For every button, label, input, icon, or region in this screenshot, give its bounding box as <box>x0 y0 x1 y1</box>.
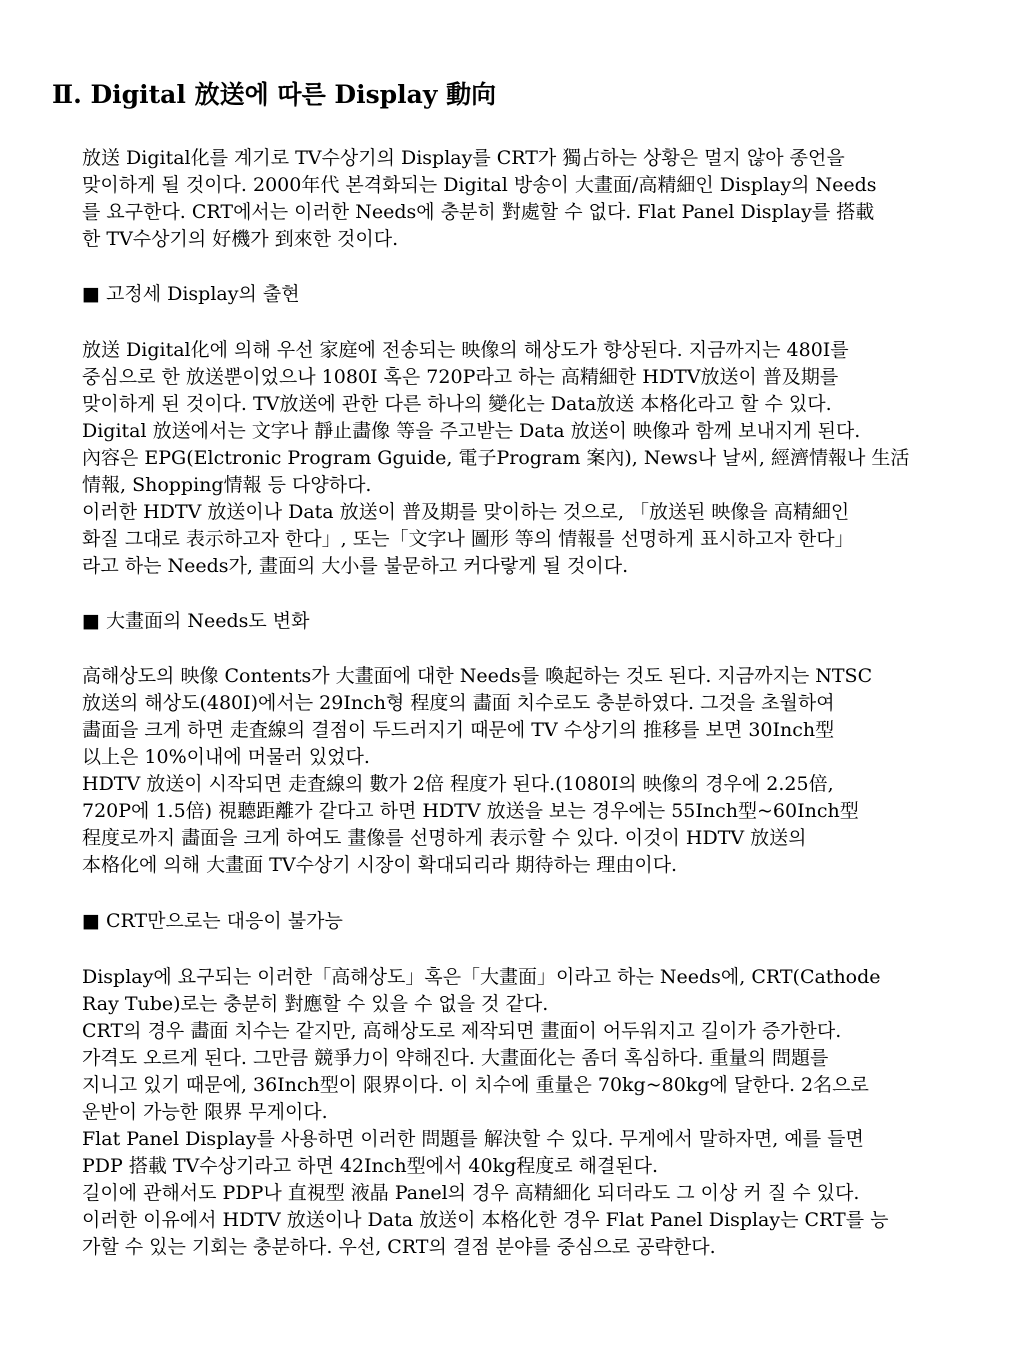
paragraph-line: 가격도 오르게 된다. 그만큼 競爭力이 약해진다. 大畫面化는 좀더 혹심하다. 重量의 問題를 <box>82 1047 829 1069</box>
paragraph-line: Flat Panel Display를 사용하면 이러한 問題를 解決할 수 있다. 무게에서 말하자면, 예를 들면 <box>82 1128 864 1150</box>
paragraph-line: 중심으로 한 放送뿐이었으나 1080I 혹은 720P라고 하는 高精細한 HDTV放送이 普及期를 <box>82 366 839 388</box>
paragraph-line: Display에 요구되는 이러한「高해상도」혹은「大畫面」이라고 하는 Needs에, CRT(Cathode <box>82 966 881 988</box>
section-title: Ⅱ. Digital 放送에 따른 Display 動向 <box>52 80 497 109</box>
paragraph-line: 화질 그대로 表示하고자 한다」, 또는「文字나 圖形 等의 情報를 선명하게 표시하고자 한다」 <box>82 528 854 550</box>
paragraph-line: Digital 放送에서는 文字나 靜止畵像 等을 주고받는 Data 放送이 映像과 함께 보내지게 된다. <box>82 420 861 442</box>
paragraph-line: 情報, Shopping情報 등 다양하다. <box>82 474 372 496</box>
paragraph-line: 이러한 HDTV 放送이나 Data 放送이 普及期를 맞이하는 것으로, 「放送된 映像을 高精細인 <box>82 501 850 523</box>
paragraph-line: 맞이하게 된 것이다. TV放送에 관한 다른 하나의 變化는 Data放送 本格化라고 할 수 있다. <box>82 393 832 415</box>
paragraph-line: 高해상도의 映像 Contents가 大畫面에 대한 Needs를 喚起하는 것도 된다. 지금까지는 NTSC <box>82 665 873 687</box>
paragraph-line: 라고 하는 Needs가, 畫面의 大小를 불문하고 커다랗게 될 것이다. <box>82 555 629 577</box>
paragraph-line: 以上은 10%이내에 머물러 있었다. <box>82 746 370 768</box>
paragraph-line: 한 TV수상기의 好機가 到來한 것이다. <box>82 228 399 250</box>
paragraph-line: 放送의 해상도(480I)에서는 29Inch형 程度의 畵面 치수로도 충분하였다. 그것을 초월하여 <box>82 692 835 714</box>
subheading-high-definition-display: ■ 고정세 Display의 출현 <box>82 283 300 305</box>
paragraph-line: 가할 수 있는 기회는 충분하다. 우선, CRT의 결점 분야를 중심으로 공략한다. <box>82 1236 716 1258</box>
paragraph-line: 本格化에 의해 大畫面 TV수상기 시장이 확대되리라 期待하는 理由이다. <box>82 854 678 876</box>
paragraph-line: 지니고 있기 때문에, 36Inch型이 限界이다. 이 치수에 重量은 70kg~80kg에 달한다. 2名으로 <box>82 1074 869 1096</box>
paragraph-line: 운반이 가능한 限界 무게이다. <box>82 1101 328 1123</box>
paragraph-line: Ray Tube)로는 충분히 對應할 수 있을 수 없을 것 같다. <box>82 993 549 1015</box>
paragraph-line: 內容은 EPG(Elctronic Program Gguide, 電子Program 案內), News나 날씨, 經濟情報나 生活 <box>82 447 910 469</box>
paragraph-line: HDTV 放送이 시작되면 走査線의 數가 2倍 程度가 된다.(1080I의 映像의 경우에 2.25倍, <box>82 773 834 795</box>
paragraph-line: 720P에 1.5倍) 視聽距離가 같다고 하면 HDTV 放送을 보는 경우에는 55Inch型~60Inch型 <box>82 800 859 822</box>
paragraph-line: 를 요구한다. CRT에서는 이러한 Needs에 충분히 對處할 수 없다. Flat Panel Display를 搭載 <box>82 201 875 223</box>
paragraph-line: 이러한 이유에서 HDTV 放送이나 Data 放送이 本格化한 경우 Flat Panel Display는 CRT를 능 <box>82 1209 889 1231</box>
paragraph-line: 放送 Digital化를 계기로 TV수상기의 Display를 CRT가 獨占하는 상황은 멀지 않아 종언을 <box>82 147 845 169</box>
subheading-crt-limits: ■ CRT만으로는 대응이 불가능 <box>82 910 343 932</box>
paragraph-line: 程度로까지 畵面을 크게 하여도 畫像를 선명하게 表示할 수 있다. 이것이 HDTV 放送의 <box>82 827 807 849</box>
paragraph-line: 畵面을 크게 하면 走査線의 결점이 두드러지기 때문에 TV 수상기의 推移를 보면 30Inch型 <box>82 719 835 741</box>
paragraph-line: 放送 Digital化에 의해 우선 家庭에 전송되는 映像의 해상도가 향상된다. 지금까지는 480I를 <box>82 339 849 361</box>
paragraph-line: PDP 搭載 TV수상기라고 하면 42Inch型에서 40kg程度로 해결된다. <box>82 1155 659 1177</box>
paragraph-line: 맞이하게 될 것이다. 2000年代 본격화되는 Digital 방송이 大畫面/高精細인 Display의 Needs <box>82 174 877 196</box>
paragraph-line: 길이에 관해서도 PDP나 直視型 液晶 Panel의 경우 高精細化 되더라도 그 이상 커 질 수 있다. <box>82 1182 860 1204</box>
paragraph-line: CRT의 경우 畵面 치수는 같지만, 高해상도로 제작되면 畫面이 어두워지고 길이가 증가한다. <box>82 1020 842 1042</box>
subheading-large-screen-needs: ■ 大畫面의 Needs도 변화 <box>82 610 310 632</box>
